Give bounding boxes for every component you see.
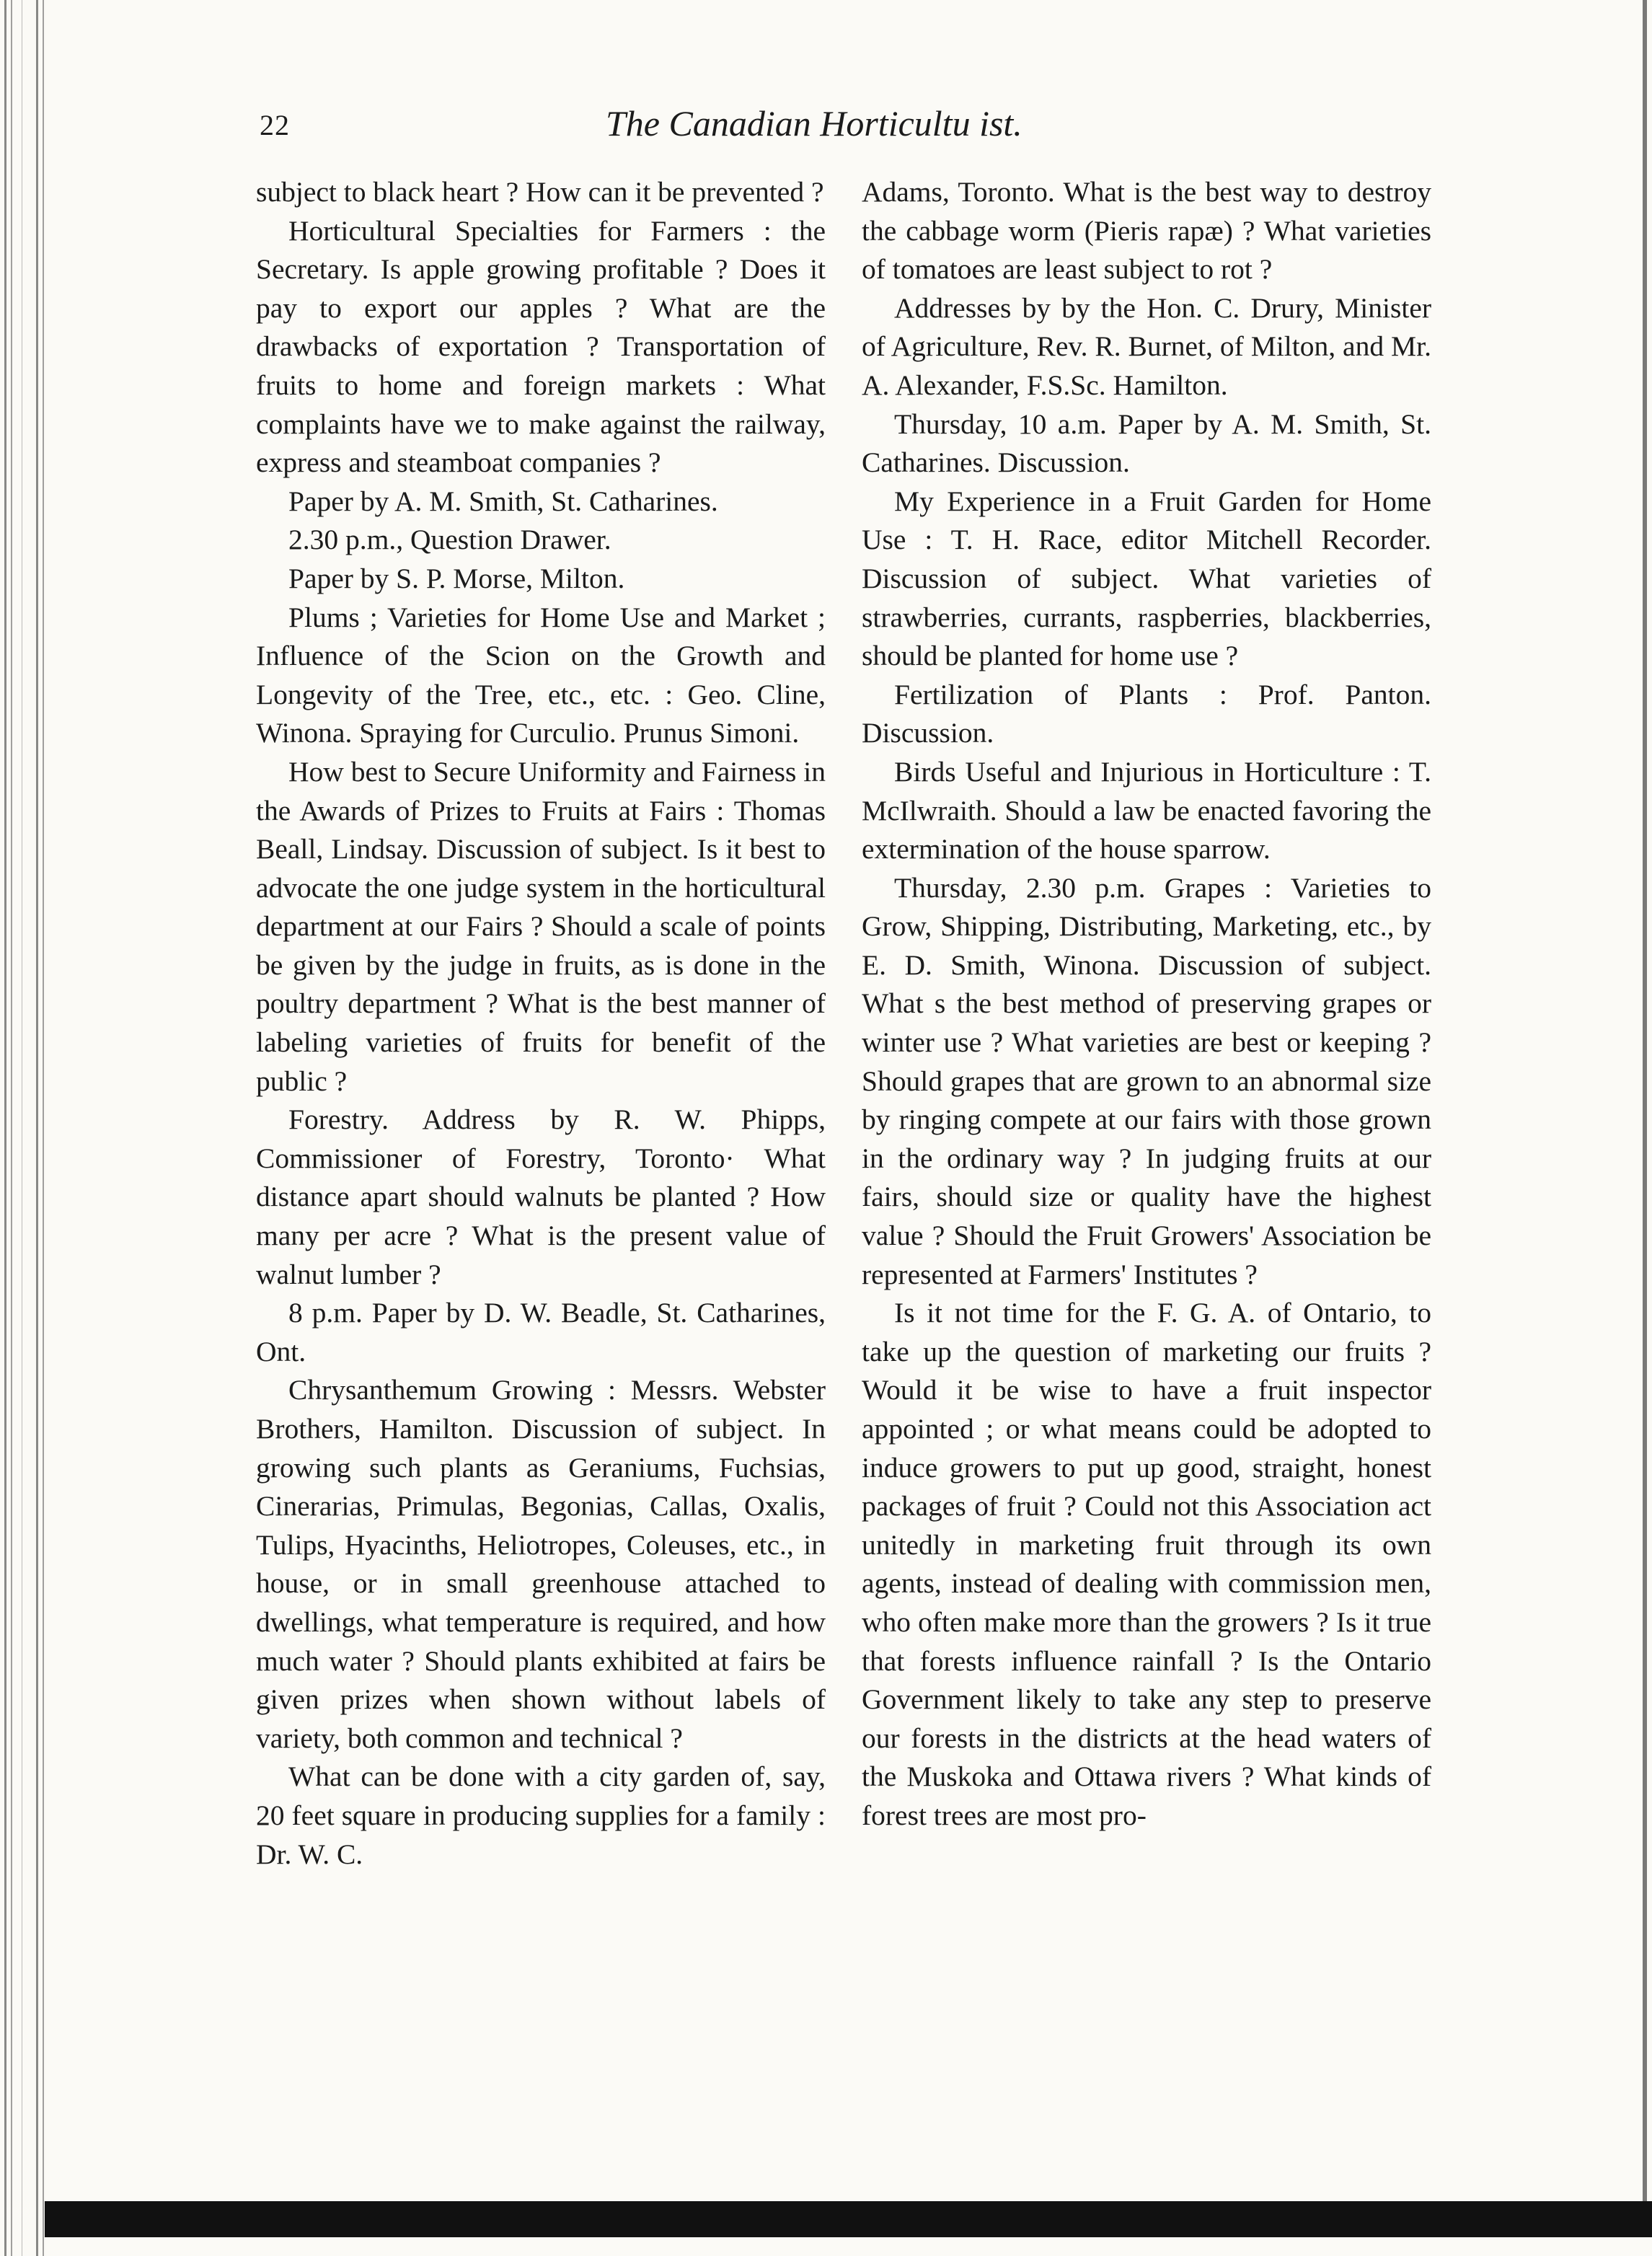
paragraph: Birds Useful and Injurious in Horticulture : T. McIlwraith. Should a law be enacted favoring the extermination of the house sparrow. <box>862 755 1431 865</box>
page-binding-edge <box>0 0 45 2256</box>
paragraph: Forestry. Address by R. W. Phipps, Commissioner of Forestry, Toronto· What distance apart should walnuts be planted ? How many per acre ? What is the present value of walnut lumber ? <box>256 1103 826 1290</box>
paragraph: subject to black heart ? How can it be prevented ? <box>256 176 824 208</box>
paragraph: 8 p.m. Paper by D. W. Beadle, St. Catharines, Ont. <box>256 1297 826 1367</box>
paragraph: Thursday, 10 a.m. Paper by A. M. Smith, St. Catharines. Discussion. <box>862 407 1431 479</box>
paragraph: Paper by A. M. Smith, St. Catharines. <box>288 485 718 517</box>
paragraph: How best to Secure Uniformity and Fairness in the Awards of Prizes to Fruits at Fairs : Thomas Beall, Lindsay. Discussion of subject. Is it best to advocate the one judge system in the horticultural department at our Fairs ? Should a scale of points be given by the judge in fruits, as is done in the poultry department ? What is the best manner of labeling varieties of fruits for benefit of the public ? <box>256 755 826 1097</box>
right-column <box>862 173 1431 1836</box>
paragraph: Adams, Toronto. What is the best way to destroy the cabbage worm (Pieris rapæ) ? What varieties of tomatoes are least subject to rot ? <box>862 176 1431 286</box>
paragraph: Horticultural Specialties for Farmers : the Secretary. Is apple growing profitable ? Does it pay to export our apples ? What are the drawbacks of exportation ? Transportation of fruits to home and foreign markets : What complaints have we to make against the railway, express and steamboat companies ? <box>256 214 826 479</box>
paragraph: Addresses by by the Hon. C. Drury, Minister of Agriculture, Rev. R. Burnet, of Milton, and Mr. A. Alexander, F.S.Sc. Hamilton. <box>862 291 1431 401</box>
paragraph: Plums ; Varieties for Home Use and Market ; Influence of the Scion on the Growth and Longevity of the Tree, etc., etc. : Geo. Cline, Winona. Spraying for Curculio. Prunus Simoni. <box>256 601 826 749</box>
page-number: 22 <box>260 109 290 141</box>
paragraph: Chrysanthemum Growing : Messrs. Webster Brothers, Hamilton. Discussion of subject. In growing such plants as Geraniums, Fuchsias, Cinerarias, Primulas, Begonias, Callas, Oxalis, Tulips, Hyacinths, Heliotropes, Coleuses, etc., in house, or in small greenhouse attached to dwellings, what temperature is required, and how much water ? Should plants exhibited at fairs be given prizes when shown without labels of variety, both common and technical ? <box>256 1374 826 1754</box>
left-column <box>256 173 826 1874</box>
paragraph: Paper by S. P. Morse, Milton. <box>288 562 625 594</box>
paragraph: My Experience in a Fruit Garden for Home Use : T. H. Race, editor Mitchell Recorder. Discussion of subject. What varieties of strawberries, currants, raspberries, blackberries, should be planted for home use ? <box>862 485 1431 672</box>
scan-bottom-edge <box>45 2201 1652 2237</box>
paragraph: Thursday, 2.30 p.m. Grapes : Varieties to Grow, Shipping, Distributing, Marketing, etc., by E. D. Smith, Winona. Discussion of subject. What s the best method of preserving grapes or winter use ? What varieties are best or keeping ? Should grapes that are grown to an abnormal size by ringing compete at our fairs with those grown in the ordinary way ? In judging fruits at our fairs, should size or quality have the highest value ? Should the Fruit Growers' Association be represented at Farmers' Institutes ? <box>862 871 1431 1290</box>
paragraph: What can be done with a city garden of, say, 20 feet square in producing supplies for a family : Dr. W. C. <box>256 1761 826 1870</box>
paragraph: Is it not time for the F. G. A. of Ontario, to take up the question of marketing our fruits ? Would it be wise to have a fruit inspector appointed ; or what means could be adopted to induce growers to put up good, straight, honest packages of fruit ? Could not this Association act unitedly in marketing fruit through its own agents, instead of dealing with commission men, who often make more than the growers ? Is it true that forests influence rainfall ? Is the Ontario Government likely to take any step to preserve our forests in the districts at the head waters of the Muskoka and Ottawa rivers ? What kinds of forest trees are most pro- <box>862 1297 1431 1831</box>
paragraph: 2.30 p.m., Question Drawer. <box>288 524 611 556</box>
paragraph: Fertilization of Plants : Prof. Panton. Discussion. <box>862 678 1431 749</box>
page-right-edge <box>1622 0 1652 2201</box>
running-head: The Canadian Horticultu ist. <box>606 103 1022 144</box>
